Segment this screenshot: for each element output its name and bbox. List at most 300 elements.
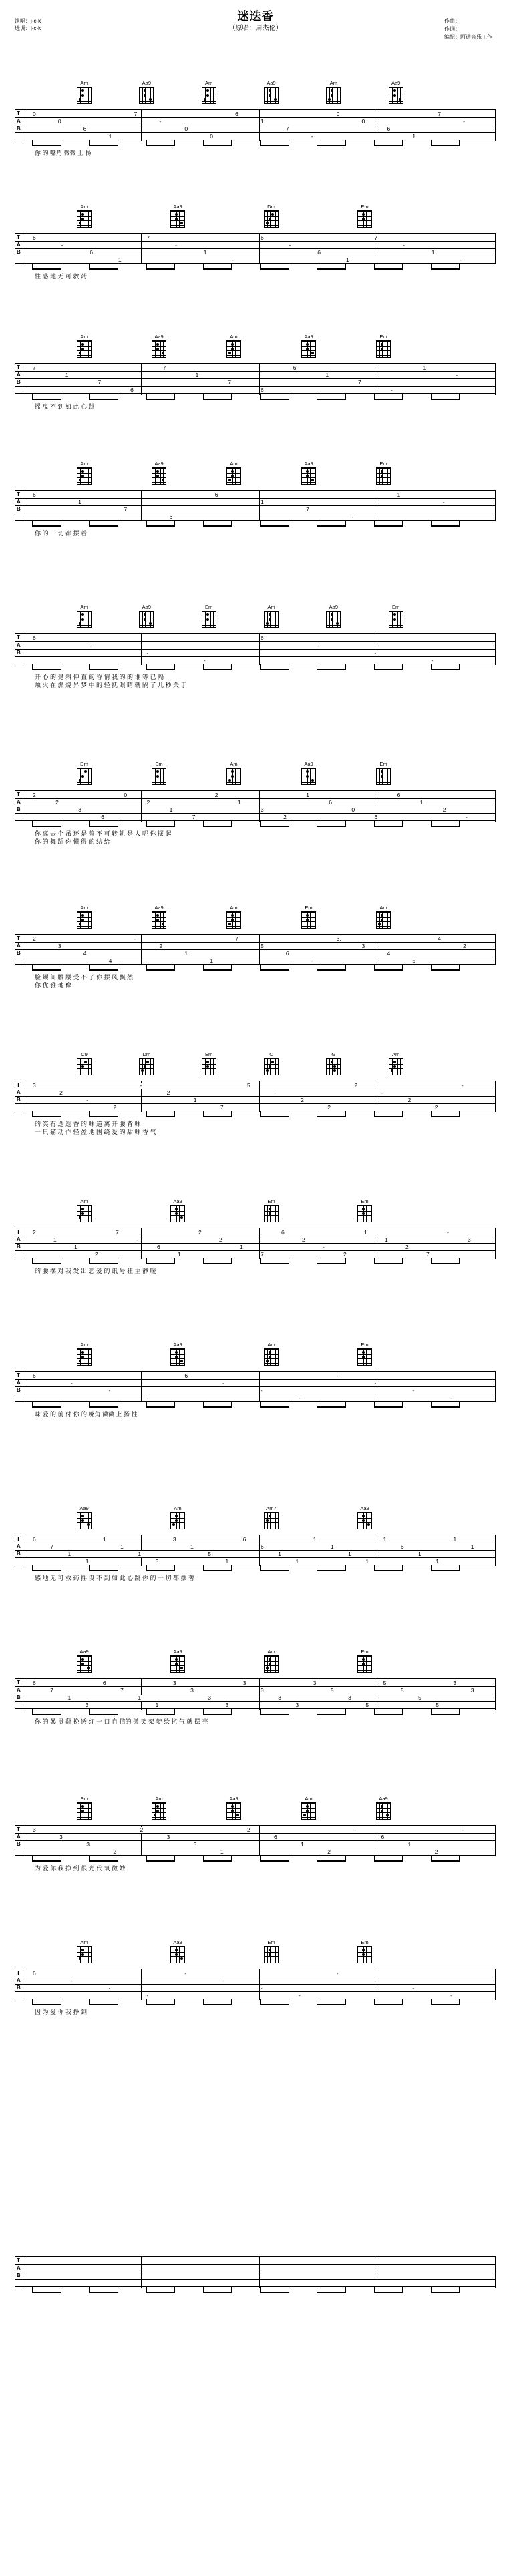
tab-number: 7 — [261, 1251, 264, 1258]
chord-finger-dot — [81, 1810, 84, 1812]
tab-number: - — [222, 1977, 224, 1984]
tab-number: 1 — [237, 799, 241, 806]
chord-finger-dot — [144, 1065, 146, 1068]
chord-finger-dot — [266, 1360, 269, 1362]
chord-finger-dot — [156, 348, 159, 350]
chord-diagram — [75, 1796, 94, 1820]
chord-finger-dot — [156, 343, 159, 346]
chord-diagram — [324, 604, 343, 628]
chord-diagram — [75, 1198, 94, 1222]
chord-name: Aa9 — [154, 905, 164, 911]
chord-diagram — [262, 1939, 281, 1963]
chord-fretboard — [301, 911, 316, 929]
credits-right: 作曲： 作词： 编配：阿通音乐工作 — [444, 18, 492, 40]
lyric-line: 摇 曳 不 到 如 此 心 跳 — [35, 403, 95, 410]
tab-number: 6 — [242, 1536, 246, 1543]
chord-finger-dot — [206, 618, 209, 621]
tab-number: 6 — [33, 1970, 36, 1977]
tab-number: 5 — [261, 943, 264, 949]
rhythm-beam — [431, 1860, 460, 1862]
tab-number: 6 — [90, 249, 93, 256]
chord-name: Em — [379, 334, 387, 340]
rhythm-stem — [402, 1999, 403, 2005]
chord-finger-dot — [79, 923, 81, 925]
tab-number: 3 — [172, 1680, 176, 1686]
barline — [495, 1535, 496, 1566]
tab-staff — [15, 1678, 496, 1709]
chord-name: C — [269, 1051, 273, 1057]
rhythm-beam — [260, 1263, 289, 1264]
chord-name: Am — [80, 1939, 88, 1945]
chord-fretboard — [202, 1058, 216, 1075]
tab-clef: T A B — [15, 1372, 23, 1402]
chord-fretboard — [152, 768, 166, 785]
barline — [259, 1679, 260, 1710]
rhythm-beam — [89, 145, 118, 146]
rhythm-stem — [174, 1565, 175, 1571]
tab-number: 7 — [235, 935, 238, 942]
rhythm-stem — [231, 1709, 232, 1715]
rhythm-stem — [345, 264, 346, 270]
chord-fretboard — [170, 1205, 185, 1222]
chord-finger-dot — [393, 1061, 396, 1063]
chord-name: Em — [80, 1796, 88, 1802]
chord-fretboard — [264, 1655, 279, 1673]
chord-fretboard — [376, 768, 391, 785]
chord-name: Am — [392, 1051, 400, 1057]
rhythm-beam — [374, 1116, 403, 1117]
chord-fretboard — [152, 1802, 166, 1820]
staff-line — [15, 813, 496, 814]
tab-number: 3 — [85, 1702, 89, 1708]
rhythm-stem — [402, 1111, 403, 1117]
barline — [495, 1372, 496, 1402]
rhythm-beam — [203, 669, 232, 670]
chord-fretboard — [77, 87, 92, 104]
tab-number: 6 — [329, 799, 333, 806]
chord-finger-dot — [175, 1949, 178, 1951]
tab-number: 4 — [83, 950, 87, 957]
chord-fretboard — [77, 1058, 92, 1075]
tab-number: 7 — [50, 1543, 53, 1550]
rhythm-beam — [89, 2004, 118, 2005]
lyric-line-2: 你 的 舞 蹈 你 懂 得 的 结 给 — [35, 838, 110, 845]
barline — [495, 491, 496, 521]
chord-finger-dot — [175, 1515, 178, 1517]
rhythm-beam — [374, 2004, 403, 2005]
chord-finger-dot — [162, 352, 164, 354]
chord-finger-dot — [81, 1805, 84, 1808]
chord-finger-dot — [231, 914, 234, 917]
tab-number: 0 — [184, 125, 188, 132]
chord-diagram — [262, 80, 281, 104]
chord-finger-dot — [149, 622, 152, 625]
tab-clef: T A B — [15, 234, 23, 264]
rhythm-stem — [231, 821, 232, 827]
chord-name: Dm — [80, 761, 88, 767]
chord-fretboard — [326, 1058, 341, 1075]
chord-diagram — [150, 1796, 168, 1820]
chord-finger-dot — [381, 775, 383, 778]
chord-finger-dot — [269, 94, 271, 97]
lyric-line-2: 烛 火 在 燃 烧 昇 梦 中 的 轻 抚 眼 睛 就 隔 了 几 秒 关 于 — [35, 682, 187, 688]
chord-finger-dot — [156, 1805, 159, 1808]
barline — [495, 110, 496, 141]
tab-number: - — [136, 1236, 138, 1243]
chord-finger-dot — [81, 1953, 84, 1956]
chord-finger-dot — [331, 94, 333, 97]
tab-number: 0 — [33, 111, 36, 117]
rhythm-beam — [146, 669, 175, 670]
chord-finger-dot — [146, 1061, 149, 1063]
chord-finger-dot — [228, 779, 231, 782]
rhythm-beam — [374, 1263, 403, 1264]
rhythm-beam — [203, 1570, 232, 1571]
tab-number: - — [134, 935, 136, 942]
tab-number: - — [412, 1387, 415, 1394]
barline — [495, 1679, 496, 1710]
tab-number: - — [86, 1097, 89, 1103]
chord-name: Aa9 — [329, 604, 338, 610]
rhythm-beam — [146, 1406, 175, 1408]
tab-number: 6 — [157, 1244, 160, 1250]
tab-number: 3 — [453, 1680, 457, 1686]
chord-diagram — [262, 1198, 281, 1222]
chord-finger-dot — [381, 914, 383, 917]
tab-number: 7 — [162, 364, 166, 371]
chord-finger-dot — [269, 1953, 271, 1956]
tab-number: 1 — [397, 491, 401, 498]
tab-clef: T A B — [15, 935, 23, 965]
rhythm-beam — [260, 1570, 289, 1571]
barline — [495, 634, 496, 665]
tab-number: 1 — [108, 133, 112, 140]
chord-diagram — [262, 1051, 281, 1075]
chord-finger-dot — [269, 618, 271, 621]
chord-finger-dot — [231, 1805, 234, 1808]
rhythm-beam — [89, 1263, 118, 1264]
chord-name: Aa9 — [173, 1649, 182, 1655]
rhythm-beam — [32, 2004, 61, 2005]
rhythm-beam — [317, 1406, 345, 1408]
rhythm-beam — [317, 1860, 345, 1862]
rhythm-beam — [32, 1116, 61, 1117]
rhythm-beam — [146, 268, 175, 270]
staff-line — [15, 1250, 496, 1251]
tab-number: - — [447, 1229, 449, 1236]
chord-diagram — [75, 204, 94, 228]
chord-finger-dot — [81, 1515, 84, 1517]
tab-number: 5 — [383, 1680, 387, 1686]
staff-line — [15, 117, 496, 118]
chord-finger-dot — [79, 622, 81, 625]
tab-number: 2 — [442, 806, 446, 813]
tab-number: 1 — [419, 799, 423, 806]
chord-finger-dot — [228, 352, 231, 354]
tab-staff — [15, 490, 496, 521]
tab-number: 1 — [453, 1536, 457, 1543]
rhythm-beam — [260, 525, 289, 527]
tab-number: 5 — [436, 1702, 440, 1708]
chord-fretboard — [226, 1802, 241, 1820]
chord-name: Aa9 — [391, 80, 401, 86]
chord-diagram — [224, 761, 243, 785]
tab-number: 6 — [235, 111, 238, 117]
chord-name: Aa9 — [79, 1649, 89, 1655]
tab-staff — [15, 1825, 496, 1856]
rhythm-beam — [374, 969, 403, 971]
rhythm-stem — [345, 394, 346, 400]
rhythm-stem — [402, 1565, 403, 1571]
tab-number: 6 — [33, 234, 36, 241]
tab-number: 3 — [59, 1834, 63, 1840]
tab-number: 1 — [470, 1543, 474, 1550]
rhythm-stem — [174, 140, 175, 146]
rhythm-beam — [431, 2292, 460, 2293]
staff-line — [15, 641, 496, 642]
chord-diagram — [75, 1649, 94, 1673]
chord-diagram — [224, 905, 243, 929]
tab-number: 3 — [242, 1680, 246, 1686]
barline — [495, 791, 496, 822]
chord-finger-dot — [162, 923, 164, 925]
chord-finger-dot — [175, 1212, 178, 1215]
chord-finger-dot — [81, 213, 84, 216]
chord-finger-dot — [180, 1667, 183, 1669]
chord-fretboard — [226, 768, 241, 785]
tab-number: 0 — [361, 118, 365, 125]
tab-number: - — [460, 256, 462, 263]
rhythm-beam — [374, 1860, 403, 1862]
barline — [141, 634, 142, 665]
tab-number: 1 — [261, 118, 264, 125]
tab-number: 1 — [78, 499, 81, 505]
tab-number: 1 — [203, 249, 207, 256]
tab-number: 2 — [146, 799, 150, 806]
rhythm-beam — [431, 1116, 460, 1117]
rhythm-stem — [459, 1999, 460, 2005]
rhythm-stem — [345, 1111, 346, 1117]
chord-name: Em — [392, 604, 400, 610]
rhythm-beam — [260, 1714, 289, 1715]
rhythm-beam — [431, 399, 460, 400]
chord-name: Aa9 — [360, 1505, 369, 1511]
chord-diagram — [355, 1505, 374, 1529]
barline — [141, 234, 142, 264]
rhythm-stem — [174, 264, 175, 270]
chord-diagram — [168, 1342, 187, 1366]
tab-number: - — [261, 1985, 263, 1991]
rhythm-stem — [402, 1709, 403, 1715]
rhythm-beam — [431, 1714, 460, 1715]
chord-name: Aa9 — [173, 1342, 182, 1348]
chord-fretboard — [152, 467, 166, 485]
chord-diagram — [200, 1051, 218, 1075]
tab-number: 7 — [306, 506, 309, 513]
chord-finger-dot — [306, 914, 309, 917]
chord-finger-dot — [362, 1949, 365, 1951]
rhythm-beam — [260, 1406, 289, 1408]
chord-finger-dot — [271, 213, 274, 216]
chord-finger-dot — [81, 1208, 84, 1210]
chord-fretboard — [389, 611, 403, 628]
tab-number: 3 — [193, 1841, 197, 1848]
tab-clef: T A B — [15, 1679, 23, 1710]
tab-number: 7 — [146, 234, 150, 241]
tab-number: - — [289, 242, 291, 248]
chord-name: Aa9 — [142, 80, 151, 86]
tab-number: - — [70, 1380, 73, 1386]
rhythm-beam — [317, 1714, 345, 1715]
chord-fretboard — [264, 1348, 279, 1366]
chord-fretboard — [389, 1058, 403, 1075]
chord-name: Em — [361, 1342, 369, 1348]
chord-finger-dot — [175, 1208, 178, 1210]
rhythm-stem — [459, 2287, 460, 2293]
rhythm-stem — [174, 1999, 175, 2005]
chord-finger-dot — [381, 1805, 383, 1808]
chord-fretboard — [152, 340, 166, 358]
rhythm-beam — [203, 1860, 232, 1862]
staff-line — [15, 1243, 496, 1244]
rhythm-beam — [89, 669, 118, 670]
rhythm-beam — [89, 969, 118, 971]
chord-finger-dot — [362, 213, 365, 216]
tab-number: 3. — [33, 1082, 38, 1089]
chord-fretboard — [264, 1205, 279, 1222]
chord-finger-dot — [381, 770, 383, 773]
rhythm-beam — [374, 2292, 403, 2293]
lyric-line: 你 的 一 切 都 摆 着 — [35, 530, 88, 537]
rhythm-stem — [459, 1565, 460, 1571]
chord-diagram — [324, 1051, 343, 1075]
rhythm-beam — [32, 2292, 61, 2293]
chord-finger-dot — [306, 343, 309, 346]
tab-staff — [15, 363, 496, 394]
chord-finger-dot — [81, 618, 84, 621]
chord-name: Am — [155, 1796, 163, 1802]
chord-finger-dot — [231, 470, 234, 473]
tab-number: 3 — [166, 1834, 170, 1840]
tab-number: 5 — [208, 1551, 212, 1557]
rhythm-beam — [203, 1116, 232, 1117]
chord-diagram — [168, 1505, 187, 1529]
tab-number: 2 — [434, 1848, 438, 1855]
chord-finger-dot — [381, 475, 383, 477]
staff-line — [15, 371, 496, 372]
tab-number: 1 — [195, 372, 199, 378]
chord-finger-dot — [381, 348, 383, 350]
tab-number: 6 — [102, 1680, 106, 1686]
barline — [259, 935, 260, 965]
tab-number: 2 — [59, 1089, 63, 1096]
chord-finger-dot — [362, 218, 365, 220]
tab-number: - — [456, 372, 458, 378]
tab-number: 3 — [155, 1558, 159, 1565]
staff-line — [15, 1103, 496, 1104]
chord-fretboard — [77, 1946, 92, 1963]
chord-fretboard — [77, 768, 92, 785]
tab-number: - — [351, 513, 354, 520]
barline — [495, 935, 496, 965]
chord-diagram — [150, 461, 168, 485]
chord-finger-dot — [266, 1667, 269, 1669]
chord-finger-dot — [81, 1212, 84, 1215]
chord-finger-dot — [231, 775, 234, 778]
lyric-line: 开 心 的 覺 斜 伸 直 的 昏 情 我 的 的 谁 等 已 隔 — [35, 674, 164, 680]
chord-name: Em — [305, 905, 313, 911]
chord-finger-dot — [156, 919, 159, 921]
rhythm-stem — [345, 1999, 346, 2005]
rhythm-beam — [431, 1263, 460, 1264]
tab-number: - — [298, 1394, 301, 1401]
chord-diagram — [150, 334, 168, 358]
tab-number: 0 — [210, 133, 213, 140]
chord-diagram — [75, 761, 94, 785]
chord-fretboard — [301, 340, 316, 358]
tab-number: 4 — [438, 935, 441, 942]
tab-number: 1 — [184, 950, 188, 957]
chord-finger-dot — [162, 479, 164, 481]
chord-finger-dot — [336, 622, 339, 625]
tab-number: 2 — [405, 1244, 409, 1250]
tab-number: 7 — [192, 814, 196, 820]
barline — [259, 1969, 260, 2000]
chord-finger-dot — [144, 94, 146, 97]
chord-finger-dot — [269, 89, 271, 92]
tab-number: 2 — [33, 935, 36, 942]
tab-number: 2 — [214, 792, 218, 798]
rhythm-beam — [203, 268, 232, 270]
chord-finger-dot — [269, 1212, 271, 1215]
tab-number: 2 — [140, 1826, 144, 1833]
tab-number: - — [403, 242, 405, 248]
chord-diagram — [262, 204, 281, 228]
tab-number: 0 — [336, 111, 340, 117]
chord-finger-dot — [362, 1663, 365, 1665]
chord-diagram — [299, 761, 318, 785]
chord-name: Em — [361, 1649, 369, 1655]
tab-number: 6 — [381, 1834, 385, 1840]
rhythm-stem — [345, 1258, 346, 1264]
chord-finger-dot — [386, 1814, 389, 1816]
tab-number: - — [442, 499, 445, 505]
lyric-line-2: 一 只 猫 动 作 轻 盈 地 围 绕 爱 的 甜 味 香 气 — [35, 1129, 156, 1135]
chord-finger-dot — [175, 1953, 178, 1956]
barline — [495, 234, 496, 264]
staff-line — [15, 505, 496, 506]
chord-finger-dot — [81, 1663, 84, 1665]
chord-finger-dot — [306, 1805, 309, 1808]
tab-number: - — [140, 1082, 142, 1089]
rhythm-beam — [317, 969, 345, 971]
rhythm-stem — [459, 1856, 460, 1862]
chord-diagram — [137, 604, 156, 628]
chord-finger-dot — [306, 1810, 309, 1812]
barline — [141, 110, 142, 141]
chord-name: Aa9 — [379, 1796, 388, 1802]
tab-number: 1 — [385, 1236, 388, 1243]
tab-number: 1 — [348, 1551, 351, 1557]
chord-finger-dot — [303, 1814, 306, 1816]
chord-fretboard — [264, 611, 279, 628]
rhythm-beam — [32, 669, 61, 670]
tab-clef: T A B — [15, 1969, 23, 2000]
rhythm-stem — [345, 965, 346, 971]
tab-staff — [15, 1371, 496, 1402]
rhythm-beam — [89, 1860, 118, 1862]
rhythm-stem — [231, 140, 232, 146]
